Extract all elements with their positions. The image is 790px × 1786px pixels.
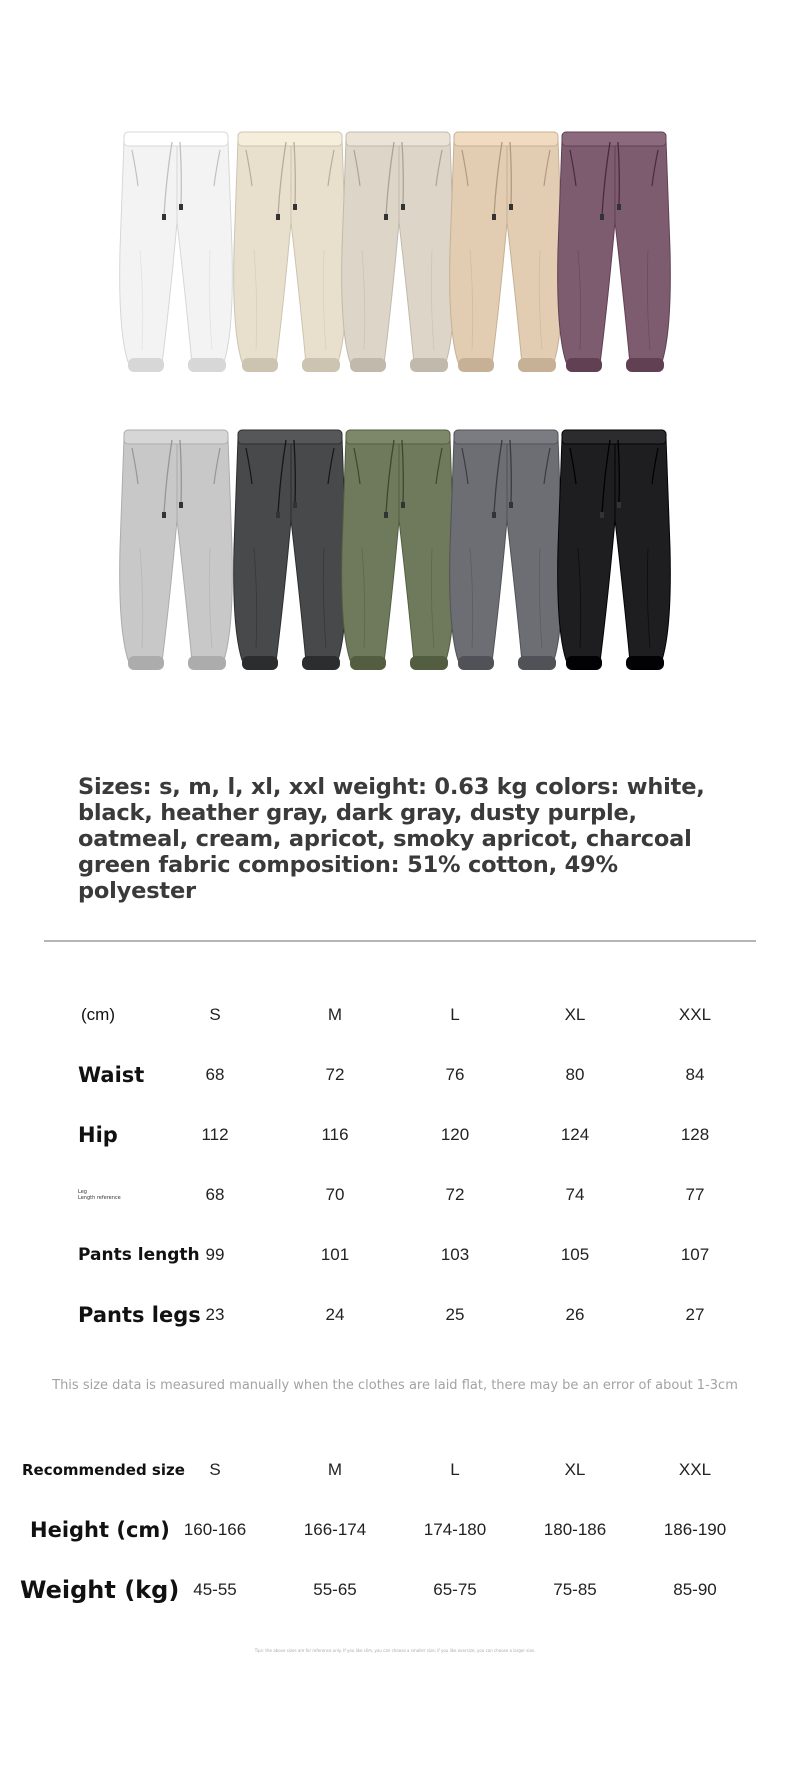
table-cell: 124 (560, 1125, 590, 1144)
pants-image-charcoal-green (338, 428, 458, 686)
table-cell: 174-180 (423, 1520, 487, 1539)
table-cell: 70 (325, 1185, 345, 1204)
table-cell: 23 (205, 1305, 225, 1324)
table-cell: 120 (440, 1125, 470, 1144)
table-cell: 72 (325, 1065, 345, 1084)
table-cell: 116 (321, 1125, 349, 1144)
table-cell: 25 (445, 1305, 465, 1324)
product-description: Sizes: s, m, l, xl, xxl weight: 0.63 kg colors: white, black, heather gray, dark gray, dusty purple, oatmeal, cream, apricot, smoky apricot, charcoal green fabric composition: 51% cotton, 49% polyester (78, 774, 705, 904)
pants-image-oatmeal (338, 130, 458, 388)
table-cell: 45-55 (193, 1580, 237, 1599)
size-header-s: S (209, 1005, 221, 1024)
table-cell: 166-174 (303, 1520, 367, 1539)
table-cell: 26 (565, 1305, 585, 1324)
section-divider (44, 940, 756, 942)
table-cell: 27 (685, 1305, 705, 1324)
table-row (0, 1175, 790, 1215)
row-label-height: Height (cm) (30, 1518, 170, 1542)
row-label-pants-length: Pants length (78, 1245, 200, 1265)
size-header-s: S (209, 1460, 221, 1479)
table-cell: 107 (680, 1245, 710, 1264)
table-cell: 160-166 (183, 1520, 247, 1539)
table-row (0, 1510, 790, 1550)
table-cell: 77 (685, 1185, 705, 1204)
size-header-xxl: XXL (678, 1005, 712, 1024)
pants-image-dusty-purple (554, 130, 674, 388)
table-cell: 186-190 (663, 1520, 727, 1539)
recommended-header-row (0, 1450, 790, 1490)
table-row (0, 1115, 790, 1155)
table-cell: 84 (685, 1065, 705, 1084)
size-header-l: L (450, 1460, 460, 1479)
table-cell: 128 (680, 1125, 710, 1144)
unit-label: (cm) (81, 1005, 115, 1024)
recommended-size-label: Recommended size (22, 1461, 185, 1479)
table-cell: 76 (445, 1065, 465, 1084)
pants-image-white (116, 130, 236, 388)
table-cell: 75-85 (553, 1580, 597, 1599)
table-row (0, 1570, 790, 1610)
size-header-row (0, 995, 790, 1035)
pants-image-cream (230, 130, 350, 388)
table-cell: 85-90 (673, 1580, 717, 1599)
table-cell: 24 (325, 1305, 345, 1324)
table-cell: 101 (320, 1245, 350, 1264)
table-cell: 68 (205, 1185, 225, 1204)
pants-image-smoky-gray (446, 428, 566, 686)
table-cell: 55-65 (313, 1580, 357, 1599)
table-cell: 105 (560, 1245, 590, 1264)
row-label-weight: Weight (kg) (20, 1576, 180, 1604)
table-cell: 99 (205, 1245, 225, 1264)
table-cell: 65-75 (433, 1580, 477, 1599)
table-cell: 103 (440, 1245, 470, 1264)
table-cell: 80 (565, 1065, 585, 1084)
table-cell: 74 (565, 1185, 585, 1204)
row-label-leg-length: Leg Length reference (78, 1189, 121, 1201)
table-cell: 68 (205, 1065, 225, 1084)
size-tips: Tips: the above sizes are for reference only. If you like slim, you can choose a smaller size; if you like oversize, you can choose a larger size. (254, 1648, 536, 1653)
table-cell: 112 (201, 1125, 229, 1144)
pants-image-dark-gray (230, 428, 350, 686)
measurement-note: This size data is measured manually when the clothes are laid flat, there may be an error of about 1-3cm (52, 1378, 738, 1393)
size-header-m: M (327, 1460, 343, 1479)
size-header-xxl: XXL (678, 1460, 712, 1479)
size-header-m: M (327, 1005, 343, 1024)
table-row (0, 1235, 790, 1275)
product-color-grid (0, 0, 790, 720)
row-label-pants-legs: Pants legs (78, 1303, 201, 1327)
row-label-waist: Waist (78, 1063, 145, 1087)
table-row (0, 1055, 790, 1095)
row-label-hip: Hip (78, 1123, 118, 1147)
size-header-xl: XL (564, 1460, 586, 1479)
pants-image-apricot (446, 130, 566, 388)
size-header-l: L (450, 1005, 460, 1024)
pants-image-black (554, 428, 674, 686)
size-header-xl: XL (564, 1005, 586, 1024)
table-cell: 72 (445, 1185, 465, 1204)
table-row (0, 1295, 790, 1335)
pants-image-heather-gray (116, 428, 236, 686)
table-cell: 180-186 (543, 1520, 607, 1539)
